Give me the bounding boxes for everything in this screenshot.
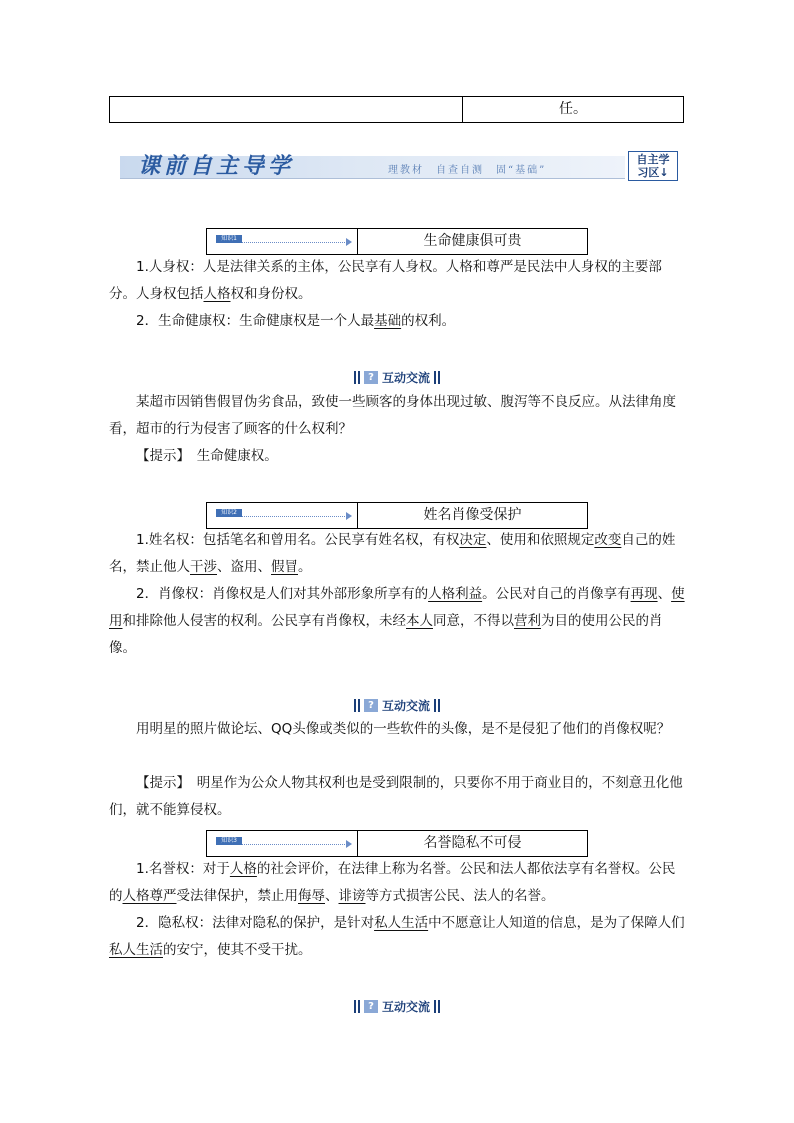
dotted-line [242, 844, 347, 845]
paragraph-name-right: 1.姓名权：包括笔名和曾用名。公民享有姓名权，有权决定、使用和依照规定改变自己的姓名，禁止他人干涉、盗用、假冒。 [109, 532, 676, 575]
paragraph-portrait-right: 2．肖像权：肖像权是人们对其外部形象所享有的人格利益。公民对自己的肖像享有再现、使用和排除他人侵害的权利。公民享有肖像权，未经本人同意，不得以营利为目的使用公民的肖像。 [109, 586, 685, 656]
paragraph-life-health: 2．生命健康权：生命健康权是一个人最基础的权利。 [136, 313, 456, 329]
section-title-3: 名誉隐私不可侵 [423, 835, 522, 851]
knowledge-tag-3: 知识3 [216, 837, 242, 845]
question-2: 用明星的照片做论坛、QQ头像或类似的一些软件的头像，是不是侵犯了他们的肖像权呢？ [136, 721, 671, 737]
section-title-1: 生命健康俱可贵 [423, 233, 522, 249]
paragraph-reputation-right: 1.名誉权：对于人格的社会评价，在法律上称为名誉。公民和法人都依法享有名誉权。公民的人格尊严受法律保护，禁止用侮辱、诽谤等方式损害公民、法人的名誉。 [109, 861, 676, 904]
knowledge-tag-1: 知识1 [216, 235, 242, 243]
hint-1: 【提示】 生命健康权。 [136, 448, 278, 464]
knowledge-tag-2: 知识2 [216, 509, 242, 517]
interact-heading-1: ? 互动交流 [0, 369, 794, 386]
paragraph-privacy-right: 2．隐私权：法律对隐私的保护，是针对私人生活中不愿意让人知道的信息，是为了保障人们私人生活的安宁，使其不受干扰。 [109, 915, 685, 958]
question-icon: ? [364, 371, 378, 384]
question-1: 某超市因销售假冒伪劣食品，致使一些顾客的身体出现过敏、腹泻等不良反应。从法律角度看，超市的行为侵害了顾客的什么权利？ [109, 394, 676, 437]
badge-line1: 自主学 [636, 153, 670, 166]
top-table [109, 96, 684, 123]
banner-subtitle: 理教材 自查自测 固“基础” [388, 165, 547, 176]
section-header-2 [206, 502, 588, 529]
dotted-line [242, 516, 347, 517]
table-cell-left [110, 97, 463, 122]
section-header-1 [206, 228, 588, 255]
dotted-line [242, 242, 347, 243]
section-header-3 [206, 830, 588, 857]
hint-2: 【提示】 明星作为公众人物其权利也是受到限制的，只要你不用于商业目的，不刻意丑化他们，就不能算侵权。 [109, 775, 683, 818]
section-title-2: 姓名肖像受保护 [423, 507, 522, 523]
question-icon: ? [364, 699, 378, 712]
interact-heading-2: ? 互动交流 [0, 697, 794, 714]
paragraph-personal-rights: 1.人身权：人是法律关系的主体，公民享有人身权。人格和尊严是民法中人身权的主要部分。人身权包括人格权和身份权。 [109, 259, 662, 302]
table-cell-right: 任。 [559, 101, 587, 117]
question-icon: ? [364, 1000, 378, 1013]
arrow-right-icon [346, 840, 352, 848]
banner-title: 课前自主导学 [138, 153, 295, 179]
section-banner [120, 149, 680, 182]
arrow-right-icon [346, 238, 352, 246]
arrow-right-icon [346, 512, 352, 520]
banner-badge [628, 151, 678, 181]
interact-heading-3: ? 互动交流 [0, 998, 794, 1015]
badge-line2: 习区↓ [637, 166, 669, 179]
